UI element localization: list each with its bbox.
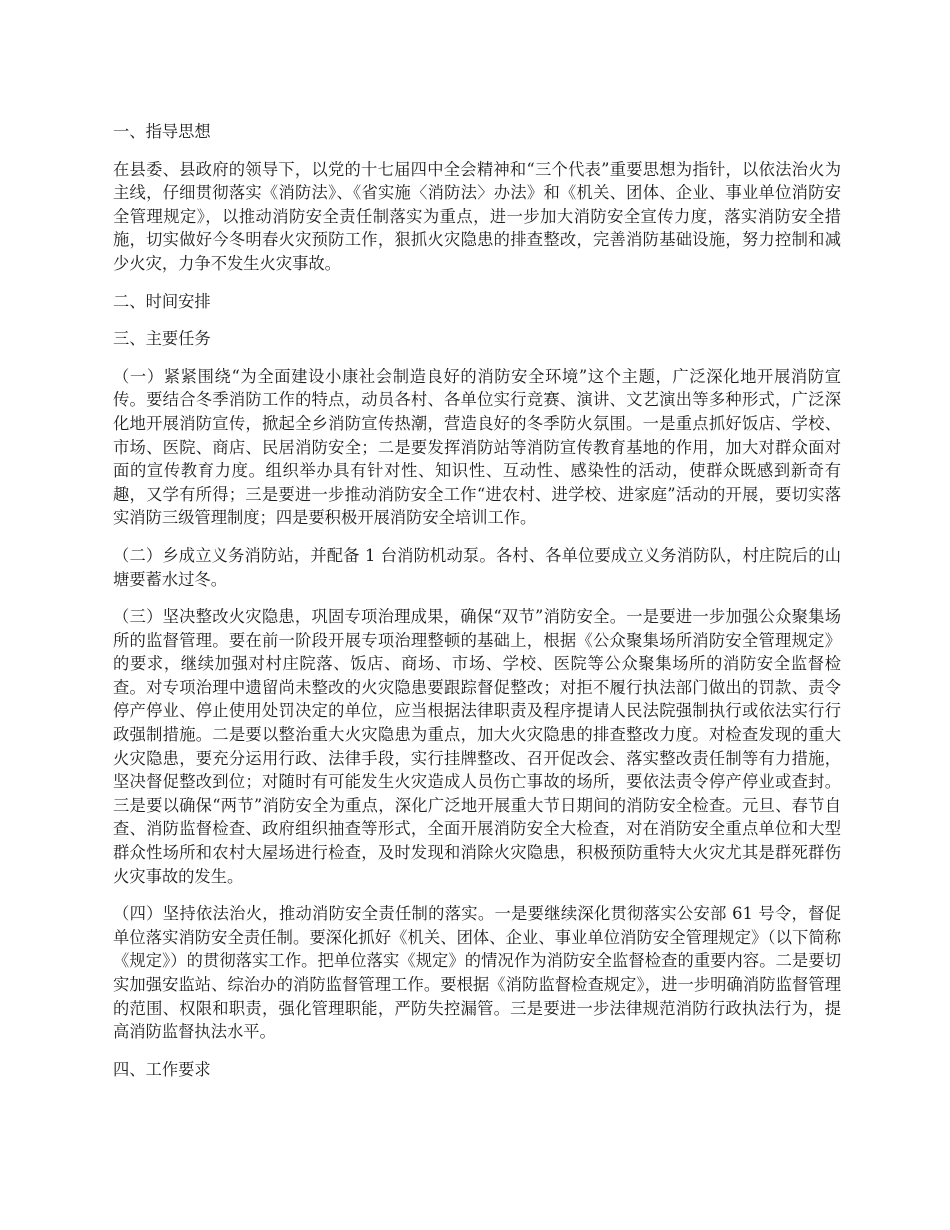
section-heading-guiding-ideology: 一、指导思想 [113,122,211,141]
task-paragraph-2: （二）乡成立义务消防站，并配备 1 台消防机动泵。各村、各单位要成立义务消防队，村庄院后的山塘要蓄水过冬。 [113,545,841,589]
guiding-ideology-paragraph: 在县委、县政府的领导下，以党的十七届四中全会精神和“三个代表”重要思想为指针，以依法治火为主线，仔细贯彻落实《消防法》、《省实施〈消防法〉办法》和《机关、团体、企业、事业单位消防安全管理规定》，以推动消防安全责任制落实为重点，进一步加大消防安全宣传力度，落实消防安全措施，切实做好今冬明春火灾预防工作，狠抓火灾隐患的排查整改，完善消防基础设施，努力控制和减少火灾，力争不发生火灾事故。 [113,159,841,273]
task-paragraph-4: （四）坚持依法治火，推动消防安全责任制的落实。一是要继续深化贯彻落实公安部 61 号令，督促单位落实消防安全责任制。要深化抓好《机关、团体、企业、事业单位消防安全管理规定》（以下简称《规定》）的贯彻落实工作。把单位落实《规定》的情况作为消防安全监督检查的重要内容。二是要切实加强安监站、综治办的消防监督管理工作。要根据《消防监督检查规定》，进一步明确消防监督管理的范围、权限和职责，强化管理职能，严防失控漏管。三是要进一步法律规范消防行政执法行为，提高消防监督执法水平。 [113,904,841,1042]
section-heading-schedule: 二、时间安排 [113,291,211,311]
document-body [113,120,841,1095]
task-paragraph-1: （一）紧紧围绕“为全面建设小康社会制造良好的消防安全环境”这个主题，广泛深化地开展消防宣传。要结合冬季消防工作的特点，动员各村、各单位实行竞赛、演讲、文艺演出等多种形式，广泛深化地开展消防宣传，掀起全乡消防宣传热潮，营造良好的冬季防火氛围。一是重点抓好饭店、学校、市场、医院、商店、民居消防安全；二是要发挥消防站等消防宣传教育基地的作用，加大对群众面对面的宣传教育力度。组织举办具有针对性、知识性、互动性、感染性的活动，使群众既感到新奇有趣，又学有所得；三是要进一步推动消防安全工作“进农村、进学校、进家庭”活动的开展，要切实落实消防三级管理制度；四是要积极开展消防安全培训工作。 [113,366,841,528]
section-heading-work-requirements: 四、工作要求 [113,1059,211,1079]
section-heading-main-tasks: 三、主要任务 [113,329,211,349]
task-paragraph-3: （三）坚决整改火灾隐患，巩固专项治理成果，确保“双节”消防安全。一是要进一步加强公众聚集场所的监督管理。要在前一阶段开展专项治理整顿的基础上，根据《公众聚集场所消防安全管理规定》的要求，继续加强对村庄院落、饭店、商场、市场、学校、医院等公众聚集场所的消防安全监督检查。对专项治理中遗留尚未整改的火灾隐患要跟踪督促整改；对拒不履行执法部门做出的罚款、责令停产停业、停止使用处罚决定的单位，应当根据法律职责及程序提请人民法院强制执行或依法实行行政强制措施。二是要以整治重大火灾隐患为重点，加大火灾隐患的排查整改力度。对检查发现的重大火灾隐患，要充分运用行政、法律手段，实行挂牌整改、召开促改会、落实整改责任制等有力措施，坚决督促整改到位；对随时有可能发生火灾造成人员伤亡事故的场所，要依法责令停产停业或查封。三是要以确保“两节”消防安全为重点，深化广泛地开展重大节日期间的消防安全检查。元旦、春节自查、消防监督检查、政府组织抽查等形式，全面开展消防安全大检查，对在消防安全重点单位和大型群众性场所和农村大屋场进行检查，及时发现和消除火灾隐患，积极预防重特大火灾尤其是群死群伤火灾事故的发生。 [113,607,841,886]
